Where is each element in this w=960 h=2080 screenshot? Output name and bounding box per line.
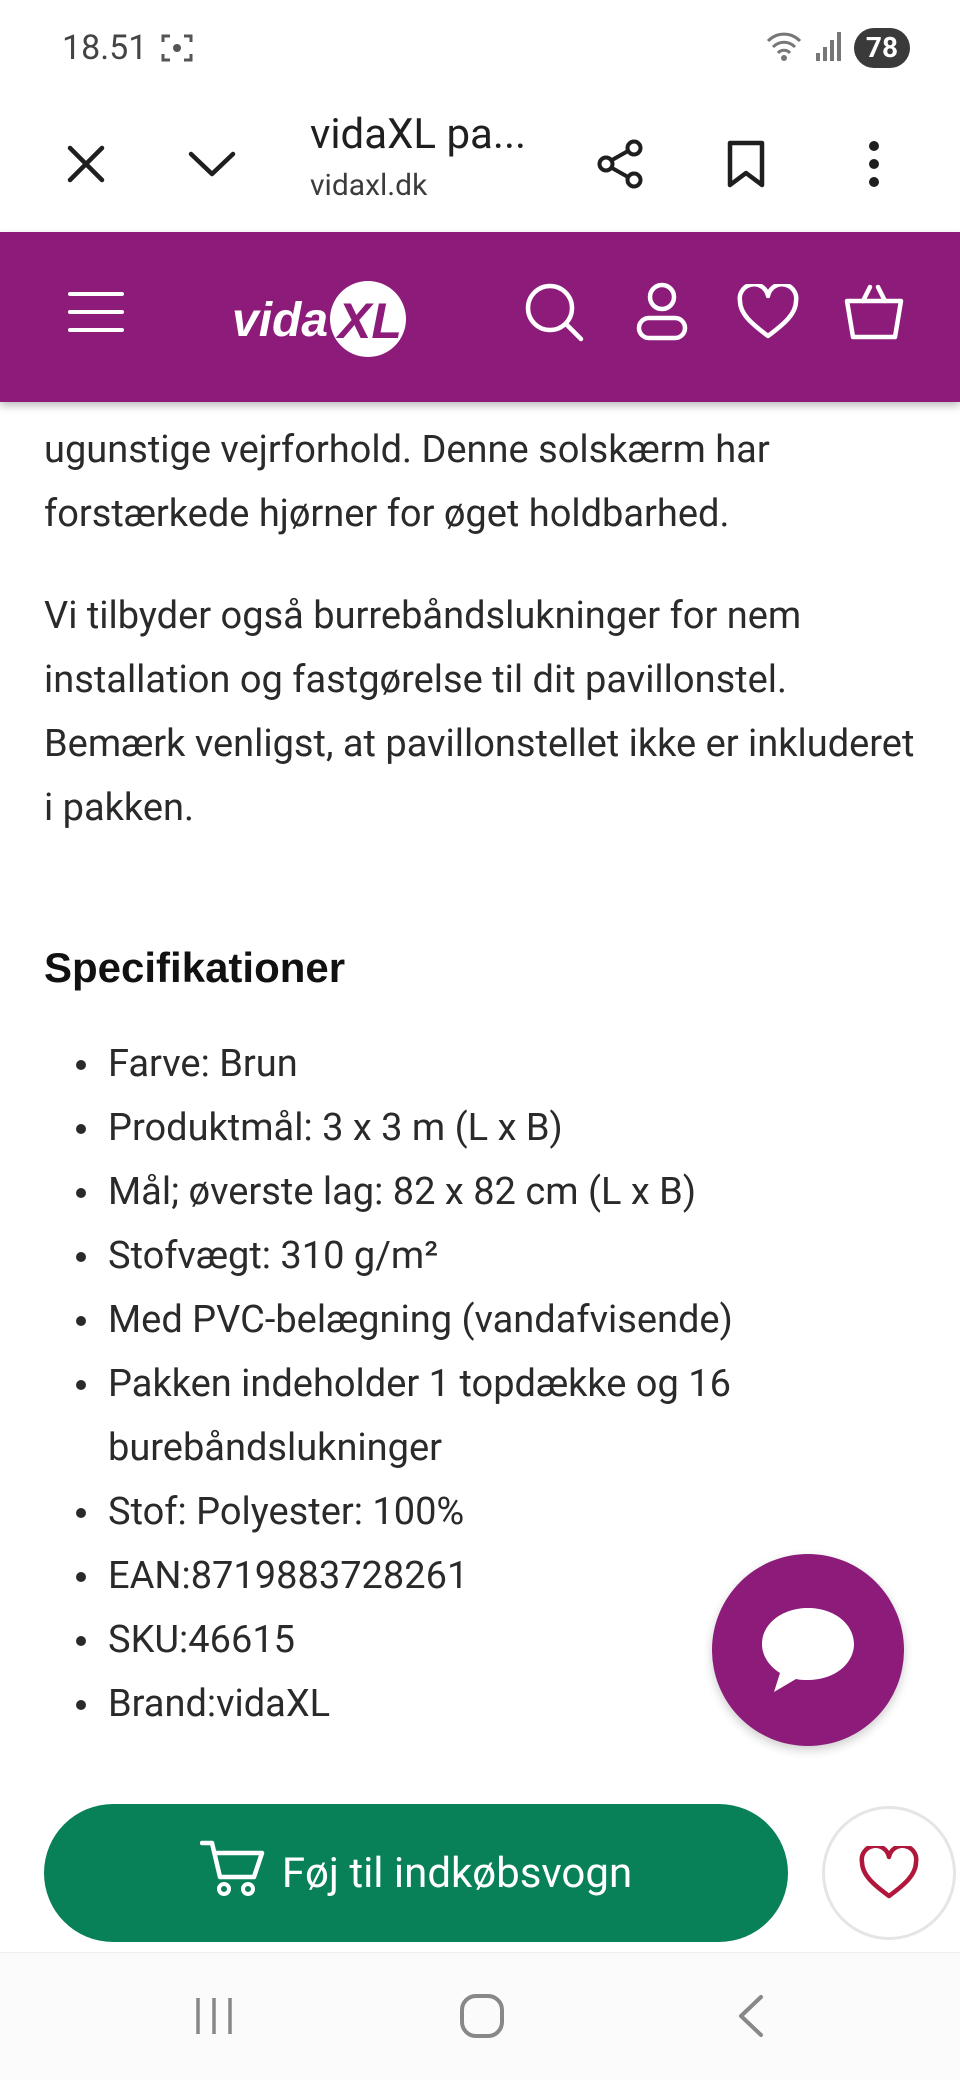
account-icon[interactable]: [612, 262, 712, 362]
page-title[interactable]: vidaXL pa...: [310, 110, 527, 159]
search-icon[interactable]: [504, 262, 604, 362]
spec-item: SKU:46615: [44, 1608, 924, 1672]
spec-item: Stof: Polyester: 100%: [44, 1480, 924, 1544]
home-icon[interactable]: [442, 1981, 522, 2051]
wishlist-icon[interactable]: [718, 262, 818, 362]
spec-item: Stofvægt: 310 g/m²: [44, 1224, 924, 1288]
spec-item: Farve: Brun: [44, 1032, 924, 1096]
spec-item: EAN:8719883728261: [44, 1544, 924, 1608]
add-to-cart-label: Føj til indkøbsvogn: [281, 1848, 633, 1898]
site-header: [0, 232, 960, 402]
chat-button[interactable]: [712, 1554, 904, 1746]
back-icon[interactable]: [710, 1981, 790, 2051]
recent-apps-icon[interactable]: [174, 1981, 254, 2051]
status-time: 18.51: [62, 28, 148, 68]
specifications-heading: Specifikationer: [44, 944, 346, 991]
heart-icon: [859, 1846, 919, 1900]
add-to-wishlist-button[interactable]: [822, 1806, 956, 1940]
browser-toolbar: [0, 96, 960, 232]
menu-icon[interactable]: [46, 262, 146, 362]
wifi-icon: [764, 29, 804, 67]
cart-basket-icon[interactable]: [824, 262, 924, 362]
svg-text:vida: vida: [232, 294, 329, 347]
more-options-icon[interactable]: [834, 124, 914, 204]
bookmark-icon[interactable]: [706, 124, 786, 204]
chat-bubble-icon: [756, 1602, 860, 1698]
page-url[interactable]: vidaxl.dk: [310, 168, 428, 203]
add-to-cart-button[interactable]: [44, 1804, 788, 1942]
vidaxl-logo[interactable]: [230, 254, 410, 372]
system-navigation-bar: [0, 1952, 960, 2080]
close-icon[interactable]: [46, 124, 126, 204]
share-icon[interactable]: [580, 124, 660, 204]
spec-item: Mål; øverste lag: 82 x 82 cm (L x B): [44, 1160, 924, 1224]
signal-icon: [814, 29, 844, 67]
spec-item: Pakken indeholder 1 topdække og 16 burebåndslukninger: [44, 1352, 924, 1480]
chevron-down-icon[interactable]: [172, 124, 252, 204]
spec-item: Med PVC-belægning (vandafvisende): [44, 1288, 924, 1352]
spec-item: Brand:vidaXL: [44, 1672, 924, 1736]
status-bar: [0, 0, 960, 96]
svg-text:XL: XL: [338, 293, 402, 349]
screenshot-icon: [160, 32, 194, 64]
battery-indicator: 78: [854, 28, 910, 68]
description-paragraph: Vi tilbyder også burrebåndslukninger for nem installation og fastgørelse til dit pavillonstel. Bemærk venligst, at pavillonstellet ikke er inkluderet i pakken.: [44, 594, 915, 830]
spec-item: Produktmål: 3 x 3 m (L x B): [44, 1096, 924, 1160]
product-description: [44, 380, 924, 1736]
cart-icon: [200, 1837, 266, 1910]
status-indicators: [764, 28, 910, 68]
description-paragraph: ugunstige vejrforhold. Denne solskærm har forstærkede hjørner for øget holdbarhed.: [44, 428, 770, 536]
